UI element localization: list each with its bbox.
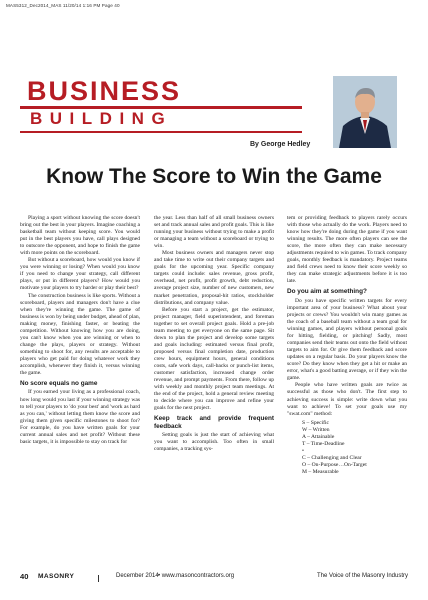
list-item: S – Specific <box>302 419 330 426</box>
magazine-name: MASONRY <box>38 572 75 580</box>
article-headline: Know The Score to Win the Game <box>46 165 382 188</box>
author-portrait-image <box>333 76 397 148</box>
paragraph: tem or providing feedback to players rarely occurs with those who actually do the work. Players need to know how they're doing during the game if you want winning results. The more often players can see the score, the more often they can make necessary adjustments required to win games. To track company goals, monthly feedback is mandatory. Project teams and field crews need to know their score weekly so they can make strategic adjustments before it is too late. <box>287 215 407 285</box>
print-slug: MAS5312_Dec2014_MAS 11/20/14 1:16 PM Page 40 <box>6 3 120 8</box>
list-separator: • <box>302 448 304 455</box>
paragraph: Before you start a project, get the estimator, project manager, field superintendent, and foreman together to set overall project goals. Hold a pre-job team meeting to get everyone on the same page. Sit down to plan the project and develop some targets and goals including: estimated versus final profit, proposed versus final completion date, production crew hours, equipment hours, general conditions costs, safe work days, call-backs or punch-list items, customer satisfaction, increased change order revenue, and prompt payments. From there, follow up with weekly and monthly project team meetings. At the end of the project, hold a general review meeting to decide where you can improve and refine your goals for the next project. <box>154 306 274 412</box>
website-link[interactable]: • www.masoncontractors.org <box>158 573 235 579</box>
list-item: W – Written <box>302 426 330 433</box>
list-item: O – On-Purpose…On-Target <box>302 462 367 469</box>
paragraph: Do you have specific written targets for every important area of your business? What about your projects or crews? You wouldn't win many games as the coach of a baseball team without a team goal for winning games, and players without personal goals for hitting, fielding, or pitching! Sadly, most companies send their teams out onto the field without targets to aim for. Or give them feedback and score updates on a regular basis. Do your players know the score? Do they know when they get a hit or make an error, what's a good batting average, or if they win the game. <box>287 297 407 382</box>
paragraph: Most business owners and managers never stop and take time to write out their company targets and goals for the upcoming year. Specific company targets could include: sales revenue, gross profit, overhead, net profit, profit growth, debt reduction, average project size, number of new customers, new market penetration, proposal-hit ratios, stockholder distributions, and company value. <box>154 250 274 306</box>
list-item: C – Challenging and Clear <box>302 455 362 462</box>
article-column-3 <box>287 215 407 476</box>
subheading: No score equals no game <box>20 380 98 388</box>
paragraph: Setting goals is just the start of achieving what you want to accomplish. Too often in small companies, a tracking sys- <box>154 432 274 453</box>
issue-date: December 2014 <box>116 573 159 579</box>
byline: By George Hedley <box>250 141 311 148</box>
paragraph: But without a scoreboard, how would you know if you were winning or losing? When would you know if you need to change your strategy, call different plays, or put in different players? How would you motivate your players to try harder or play their best? <box>20 257 140 292</box>
tagline: The Voice of the Masonry Industry <box>316 573 408 579</box>
header-rule-bottom <box>20 131 302 133</box>
list-item: T – Time-Deadline <box>302 440 345 447</box>
subheading: Keep track and provide frequent feedback <box>154 415 274 430</box>
page-number: 40 <box>20 572 29 581</box>
department-title-building: BUILDING <box>30 109 173 128</box>
swat-method-list <box>302 420 407 477</box>
list-item: M – Measurable <box>302 469 339 476</box>
subheading: Do you aim at something? <box>287 288 367 296</box>
department-title-business: BUSINESS <box>27 76 182 106</box>
paragraph: If you earned your living as a professional coach, how long would you last if your winning strategy was to tell your players to 'do your best' and 'work as hard as you can,' without letting them know the score and giving them given specific milestones to shoot for? For example, do you have written goals for your current annual sales and net profit? Without these basic targets, it is impossible to stay on track for <box>20 389 140 445</box>
paragraph: the year. Less than half of all small business owners set and track annual sales and profit goals. This is like running your business without trying to make a profit or managing a team without a scoreboard or trying to win. <box>154 215 274 250</box>
paragraph: The construction business is like sports. Without a scoreboard, players and managers don't have a clue when they're winning the game. The game of business is won by being under budget, ahead of plan, making money, finishing faster, or beating the competition. Without knowing how you are doing, you can't know when you are winning or when to change the plays, players or strategy. Without something to shoot for, any results are acceptable to players who get paid for doing whatever work they accomplish, whenever they finish it, versus winning the game. <box>20 292 141 377</box>
author-photo <box>333 76 397 148</box>
article-column-2 <box>154 215 274 453</box>
paragraph: Playing a sport without knowing the score doesn't bring out the best in your players. Imagine coaching a basketball team without keeping score. You would put in the best players you have, call plays designed to outscore the opponent, and hope to finish the game with more points on the scoreboard. <box>20 215 140 257</box>
article-column-1 <box>20 215 140 446</box>
page-footer <box>20 572 408 582</box>
footer-divider <box>98 575 99 582</box>
paragraph: People who have written goals are twice as successful as those who don't. The first step to achieving success is simple: write down what you want to achieve! To set your goals use my "swat.com" method: <box>287 382 407 417</box>
list-item: A – Attainable <box>302 433 335 440</box>
